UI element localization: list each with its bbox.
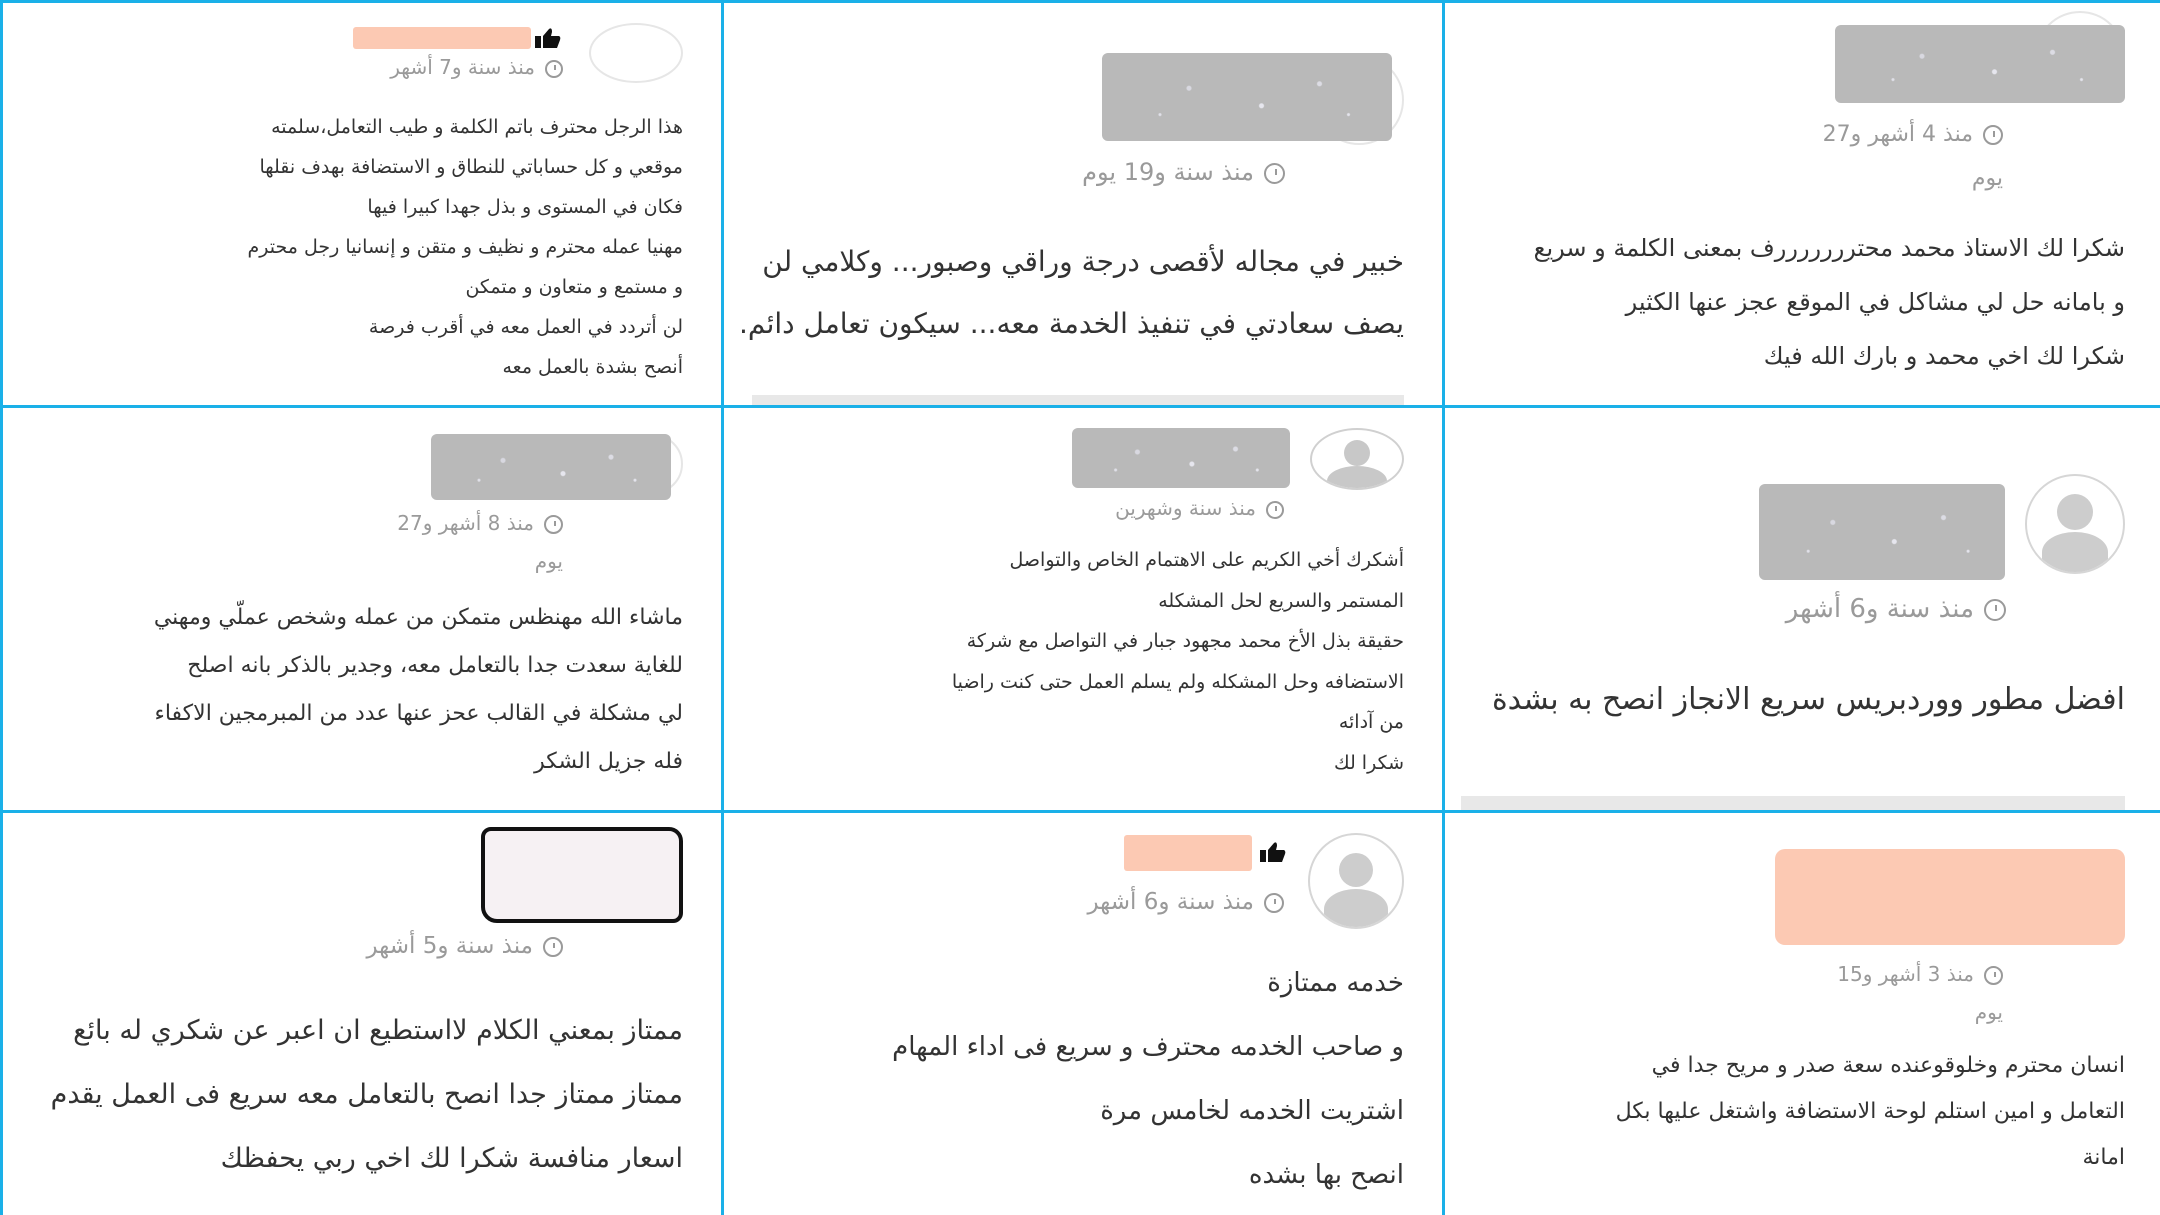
avatar bbox=[589, 23, 683, 83]
review-text: أشكرك أخي الكريم على الاهتمام الخاص والتواصل المستمر والسريع لحل المشكله حقيقة بذل الأخ محمد مجهود جبار في التواصل مع شركة الاستضافه وحل المشكله ولم يسلم العمل حتى كنت راضيا من آدائه شكرا لك bbox=[951, 549, 1404, 774]
clock-icon bbox=[1264, 163, 1285, 184]
review-date: منذ سنة و6 أشهر bbox=[1786, 594, 2006, 624]
review-text: ممتاز بمعني الكلام لااستطيع ان اعبر عن شكري له بائع ممتاز ممتاز جدا انصح بالتعامل معه سريع فى العمل يقدم اسعار منافسة شكرا لك اخي ربي يحفظك bbox=[50, 1015, 683, 1174]
review-date: منذ 3 أشهر و15 يوم bbox=[1837, 962, 2003, 1024]
redacted-name bbox=[1124, 835, 1252, 871]
clock-icon bbox=[1984, 966, 2003, 985]
clock-icon bbox=[545, 60, 563, 78]
blurred-avatar bbox=[431, 434, 671, 500]
review-date: منذ سنة و19 يوم bbox=[1082, 158, 1285, 186]
review-card bbox=[724, 3, 1442, 405]
clock-icon bbox=[1264, 893, 1284, 913]
clock-icon bbox=[544, 515, 563, 534]
review-text: شكرا لك الاستاذ محمد محترررررررف بمعنى الكلمة و سريع و بامانه حل لي مشاكل في الموقع عجز عنها الكثير شكرا لك اخي محمد و بارك الله فيك bbox=[1533, 234, 2125, 370]
card-footer bbox=[1461, 796, 2125, 810]
review-text: هذا الرجل محترف باتم الكلمة و طيب التعامل،سلمته موقعي و كل حساباتي للنطاق و الاستضافة بهدف نقلها فكان في المستوى و بذل جهدا كبيرا فيها مهنيا عمله محترم و نظيف و متقن و إنسانيا رجل محترم و مستمع و متعاون و متمكن لن أتردد في العمل معه في أقرب فرصة أنصح بشدة بالعمل معه bbox=[247, 116, 683, 378]
card-footer bbox=[752, 395, 1404, 405]
review-date: منذ سنة و6 أشهر bbox=[1087, 889, 1284, 915]
review-card bbox=[1445, 3, 2160, 405]
redacted-avatar bbox=[1775, 849, 2125, 945]
review-text: ماشاء الله مهنظس متمكن من عمله وشخص عملّي ومهني للغاية سعدت جدا بالتعامل معه، وجدير بالذكر بانه اصلح لي مشكلة في القالب عحز عنها عدد من المبرمجين الاكفاء فله جزيل الشكر bbox=[153, 605, 683, 774]
review-text: خبير في مجاله لأقصى درجة وراقي وصبور... وكلامي لن يصف سعادتي في تنفيذ الخدمة معه... سيكون تعامل دائم. bbox=[739, 245, 1404, 340]
redacted-name bbox=[353, 27, 531, 49]
blurred-avatar bbox=[1835, 25, 2125, 103]
clock-icon bbox=[1984, 599, 2006, 621]
clock-icon bbox=[543, 937, 563, 957]
clock-icon bbox=[1983, 125, 2003, 145]
review-card bbox=[1445, 408, 2160, 810]
review-text: خدمه ممتازة و صاحب الخدمه محترف و سريع فى اداء المهام اشتريت الخدمه لخامس مرة انصح بها بشده bbox=[892, 968, 1404, 1190]
review-date: منذ سنة و7 أشهر bbox=[390, 55, 563, 79]
review-card bbox=[3, 3, 721, 405]
thumbs-up-icon bbox=[1260, 841, 1286, 863]
review-date: منذ 4 أشهر و27 يوم bbox=[1822, 122, 2003, 191]
redacted-avatar bbox=[481, 827, 683, 923]
user-avatar-icon bbox=[1310, 428, 1404, 490]
review-date: منذ سنة و5 أشهر bbox=[366, 933, 563, 959]
review-card bbox=[724, 813, 1442, 1215]
thumbs-up-icon bbox=[535, 27, 561, 49]
blurred-avatar bbox=[1072, 428, 1290, 488]
clock-icon bbox=[1266, 501, 1284, 519]
review-card bbox=[3, 408, 721, 810]
review-card bbox=[724, 408, 1442, 810]
review-date: منذ سنة وشهرين bbox=[1115, 496, 1284, 520]
review-card bbox=[3, 813, 721, 1215]
review-date: منذ 8 أشهر و27 يوم bbox=[397, 511, 563, 573]
review-text: افضل مطور ووردبريس سريع الانجاز انصح به بشدة bbox=[1491, 682, 2125, 717]
blurred-avatar bbox=[1759, 484, 2005, 580]
blurred-avatar bbox=[1102, 53, 1392, 141]
user-avatar-icon bbox=[1308, 833, 1404, 929]
user-avatar-icon bbox=[2025, 474, 2125, 574]
review-text: انسان محترم وخلوقوعنده سعة صدر و مريح جدا في التعامل و امين استلم لوحة الاستضافة واشتغل عليها بكل امانة bbox=[1615, 1053, 2125, 1170]
review-card bbox=[1445, 813, 2160, 1215]
